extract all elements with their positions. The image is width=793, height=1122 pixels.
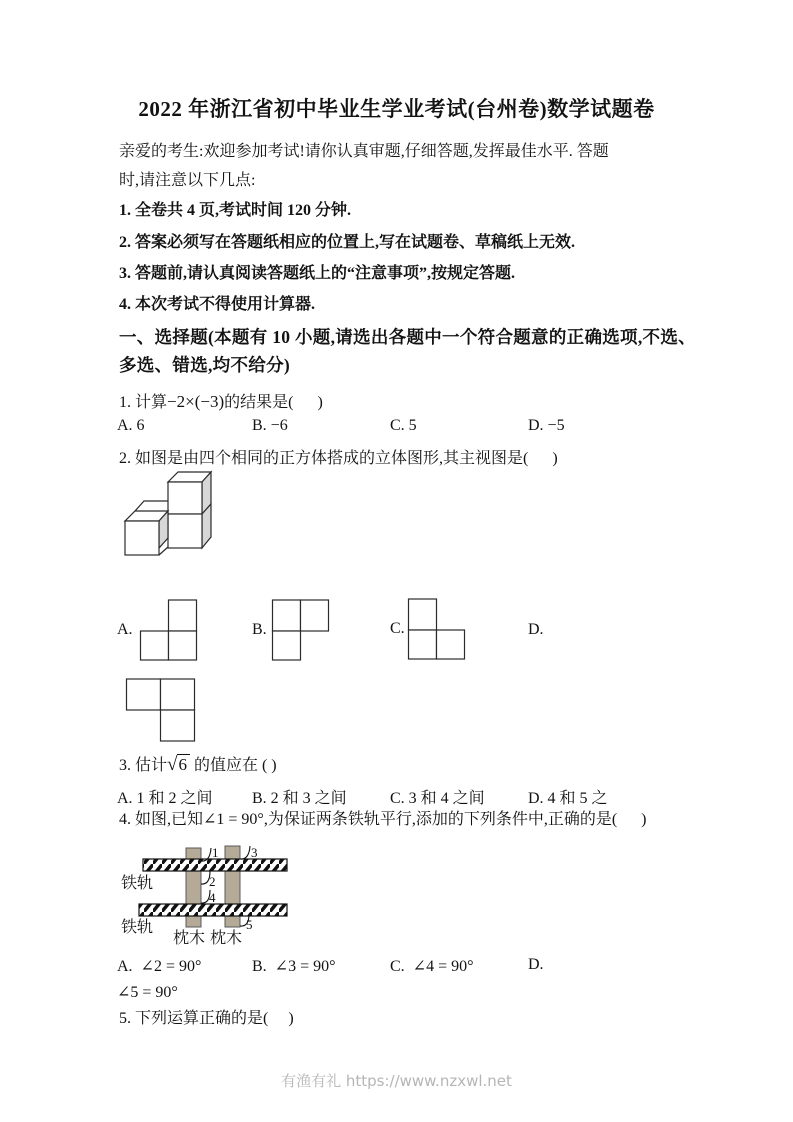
- note-item-4: 4. 本次考试不得使用计算器.: [119, 296, 316, 313]
- q3-option-a: A. 1 和 2 之间: [117, 790, 213, 807]
- sqrt-expression: [167, 753, 190, 777]
- q4-option-a: A. ∠2 = 90°: [117, 958, 202, 975]
- q1-math-expression: −2×(−3): [167, 392, 225, 411]
- angle-2-label: 2: [209, 874, 216, 889]
- q2-option-d-label: D.: [528, 621, 544, 638]
- q4-option-b: B. ∠3 = 90°: [252, 958, 336, 975]
- q1-suffix: 的结果是( ): [224, 394, 323, 411]
- angle-3-label: 3: [251, 845, 258, 860]
- note-item-2: 2. 答案必须写在答题纸相应的位置上,写在试题卷、草稿纸上无效.: [119, 234, 576, 251]
- angle-1-label: 1: [212, 845, 219, 860]
- question-5-text: 5. 下列运算正确的是( ): [119, 1010, 294, 1027]
- page-title: 2022 年浙江省初中毕业生学业考试(台州卷)数学试题卷: [138, 97, 655, 121]
- sqrt-radicand: 6: [177, 754, 190, 774]
- angle-5-label: 5: [246, 917, 253, 932]
- q2-option-c-figure: [407, 598, 467, 667]
- tie-label-right: 枕木: [210, 930, 243, 947]
- q1-option-b: B. −6: [252, 417, 288, 434]
- question-3-text: [119, 753, 277, 777]
- intro-line-2: 时,请注意以下几点:: [119, 172, 256, 189]
- question-1-text: [119, 391, 323, 413]
- q3-option-d: D. 4 和 5 之: [528, 790, 608, 807]
- top-rail: [143, 859, 287, 871]
- question-2-text: 2. 如图是由四个相同的正方体搭成的立体图形,其主视图是( ): [119, 450, 558, 467]
- cube-stack-figure: [115, 468, 225, 573]
- tie-label-left: 枕木: [173, 930, 206, 947]
- q1-option-a: A. 6: [117, 417, 145, 434]
- note-item-1: 1. 全卷共 4 页,考试时间 120 分钟.: [119, 202, 352, 219]
- section-heading-line-2: 多选、错选,均不给分): [119, 355, 291, 375]
- intro-line-1: 亲爱的考生:欢迎参加考试!请你认真审题,仔细答题,发挥最佳水平. 答题: [119, 143, 609, 160]
- q3-option-c: C. 3 和 4 之间: [390, 790, 485, 807]
- note-item-3: 3. 答题前,请认真阅读答题纸上的“注意事项”,按规定答题.: [119, 265, 516, 282]
- q4-option-d-label: D.: [528, 956, 544, 973]
- footer-watermark-link[interactable]: 有渔有礼 https://www.nzxwl.net: [281, 1072, 512, 1090]
- section-heading-line-1: 一、选择题(本题有 10 小题,请选出各题中一个符合题意的正确选项,不选、: [119, 327, 696, 347]
- q3-suffix: 的值应在 ( ): [189, 757, 277, 774]
- q3-option-b: B. 2 和 3 之间: [252, 790, 347, 807]
- q1-option-d: D. −5: [528, 417, 565, 434]
- question-4-text: 4. 如图,已知∠1 = 90°,为保证两条铁轨平行,添加的下列条件中,正确的是( ): [119, 811, 647, 828]
- q2-option-d-figure: [125, 678, 197, 749]
- q2-option-a-figure: [139, 599, 199, 668]
- railway-figure: [90, 840, 335, 957]
- q4-option-d-formula: ∠5 = 90°: [117, 984, 178, 1001]
- q3-prefix: 3. 估计: [119, 757, 168, 774]
- sqrt-symbol: √: [167, 754, 178, 775]
- rail-label-top: 铁轨: [121, 875, 154, 892]
- bottom-rail: [139, 904, 287, 916]
- q2-option-c-label: C.: [390, 620, 405, 637]
- q2-option-b-figure: [271, 599, 331, 668]
- q2-option-a-label: A.: [117, 621, 133, 638]
- angle-4-label: 4: [209, 890, 216, 905]
- q4-option-c: C. ∠4 = 90°: [390, 958, 474, 975]
- q1-option-c: C. 5: [390, 417, 417, 434]
- rail-label-bottom: 铁轨: [121, 919, 154, 936]
- q2-option-b-label: B.: [252, 621, 267, 638]
- q1-prefix: 1. 计算: [119, 394, 168, 411]
